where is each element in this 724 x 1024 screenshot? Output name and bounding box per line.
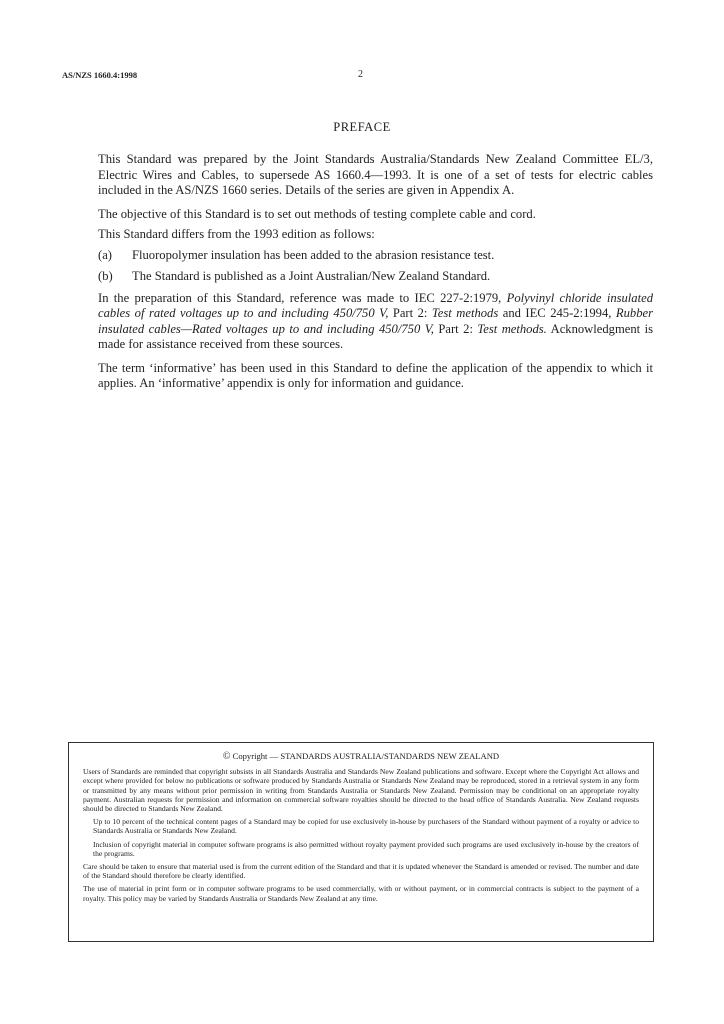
ref-text: Part 2: <box>388 306 432 320</box>
copyright-title <box>83 752 639 761</box>
preface-paragraph-2: The objective of this Standard is to set out methods of testing complete cable and cord. <box>98 206 536 221</box>
page-number: 2 <box>358 69 363 80</box>
document-id: AS/NZS 1660.4:1998 <box>62 70 138 80</box>
copyright-paragraph-2: Up to 10 percent of the technical content pages of a Standard may be copied for use exclusively in-house by purchasers of the Standard without payment of a royalty or advice to Standards Australia or Standards New Zealand. <box>93 817 639 836</box>
list-item-label: (a) <box>98 247 112 262</box>
list-item-label: (b) <box>98 269 113 283</box>
copyright-notice <box>68 742 654 942</box>
list-item-text: The Standard is published as a Joint Australian/New Zealand Standard. <box>132 269 491 283</box>
ref-part-title-2: Test methods. <box>477 321 547 336</box>
ref-text: and IEC 245-2:1994, <box>498 306 616 320</box>
ref-part-title-1: Test methods <box>431 306 499 320</box>
list-item-a <box>98 248 653 264</box>
copyright-paragraph-3: Inclusion of copyright material in computer software programs is also permitted without royalty payment provided such programs are used exclusively in-house by the creators of the programs. <box>93 839 639 858</box>
list-item-text: Fluoropolymer insulation has been added to the abrasion resistance test. <box>132 247 495 262</box>
list-item-b <box>98 269 653 285</box>
copyright-paragraph-4: Care should be taken to ensure that material used is from the current edition of the Standard and that it is updated whenever the Standard is amended or revised. The number and date of the Standard should therefore be clearly identified. <box>83 862 639 881</box>
copyright-paragraph-1: Users of Standards are reminded that copyright subsists in all Standards Australia and Standards New Zealand publications and software. Except where the Copyright Act allows and except where provided for below no publications or software produced by Standards Australia or Standards New Zealand may be reproduced, stored in a retrieval system in any form or transmitted by any means without prior permission in writing from Standards Australia or Standards New Zealand. Permission may be conditional on an appropriate royalty payment. Australian requests for permission and information on commercial software royalties should be directed to the head office of Standards Australia. New Zealand requests should be directed to Standards New Zealand. <box>83 767 639 814</box>
ref-title-2: Rubber insulated cables—Rated voltages up to and including 450/750 V, <box>98 306 653 336</box>
preface-title: PREFACE <box>333 120 391 134</box>
preface-paragraph-3: This Standard differs from the 1993 edition as follows: <box>98 227 375 241</box>
copyright-title-text: Copyright — STANDARDS AUSTRALIA/STANDARDS NEW ZEALAND <box>232 751 500 761</box>
preface-paragraph-4 <box>98 291 653 353</box>
copyright-icon: © <box>222 751 231 762</box>
preface-body <box>98 152 653 400</box>
copyright-paragraph-5: The use of material in print form or in computer software programs to be used commercially, with or without payment, or in commercial contracts is subject to the payment of a royalty. This policy may be varied by Standards Australia or Standards New Zealand at any time. <box>83 884 639 903</box>
preface-paragraph-1: This Standard was prepared by the Joint Standards Australia/Standards New Zealand Committee EL/3, Electric Wires and Cables, to supersede AS 1660.4—1993. It is one of a set of tests for electric cables included in the AS/NZS 1660 series. Details of the series are given in Appendix A. <box>98 152 653 197</box>
ref-text: In the preparation of this Standard, reference was made to IEC 227-2:1979, <box>98 290 507 305</box>
ref-title-1: Polyvinyl chloride insulated cables of rated voltages up to and including 450/750 V, <box>98 290 653 320</box>
ref-text: Part 2: <box>433 321 478 336</box>
ref-text: Acknowledgment is made for assistance received from these sources. <box>98 321 653 351</box>
preface-paragraph-5: The term ‘informative’ has been used in this Standard to define the application of the appendix to which it applies. An ‘informative’ appendix is only for information and guidance. <box>98 360 653 390</box>
